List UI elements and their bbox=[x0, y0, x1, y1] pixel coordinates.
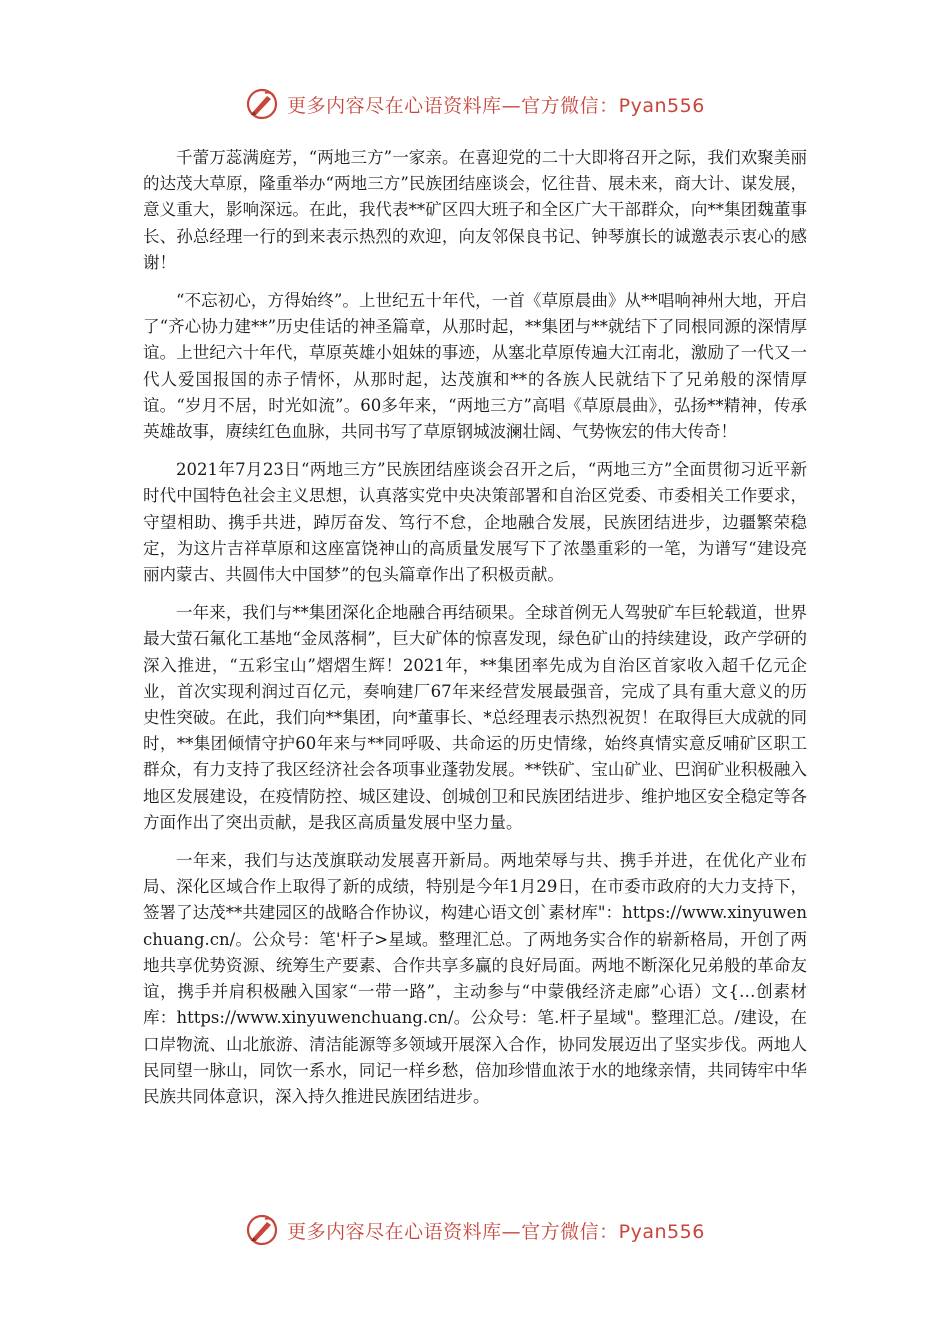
paragraph-1: 千蕾万蕊满庭芳，“两地三方”一家亲。在喜迎党的二十大即将召开之际，我们欢聚美丽的达茂大草原，隆重举办“两地三方”民族团结座谈会，忆往昔、展未来，商大计、谋发展，意义重大，影响深远。在此，我代表**矿区四大班子和全区广大干部群众，向**集团魏董事长、孙总经理一行的到来表示热烈的欢迎，向友邻保良书记、钟琴旗长的诚邀表示衷心的感谢！ bbox=[143, 148, 807, 272]
document-body bbox=[143, 145, 807, 1122]
paragraph-4: 一年来，我们与**集团深化企地融合再结硕果。全球首例无人驾驶矿车巨轮载道，世界最大萤石氟化工基地“金凤落桐”，巨大矿体的惊喜发现，绿色矿山的持续建设，政产学研的深入推进，“五彩宝山”熠熠生辉！2021年，**集团率先成为自治区首家收入超千亿元企业，首次实现利润过百亿元，奏响建厂67年来经营发展最强音，完成了具有重大意义的历史性突破。在此，我们向**集团，向*董事长、*总经理表示热烈祝贺！在取得巨大成就的同时，**集团倾情守护60年来与**同呼吸、共命运的历史情缘，始终真情实意反哺矿区职工群众，有力支持了我区经济社会各项事业蓬勃发展。**铁矿、宝山矿业、巴润矿业积极融入地区发展建设，在疫情防控、城区建设、创城创卫和民族团结进步、维护地区安全稳定等各方面作出了突出贡献，是我区高质量发展中坚力量。 bbox=[143, 603, 807, 832]
footer-banner-text: 更多内容尽在心语资料库—官方微信：Pyan556 bbox=[287, 1220, 705, 1243]
header-watermark-banner bbox=[0, 84, 950, 124]
header-banner-text: 更多内容尽在心语资料库—官方微信：Pyan556 bbox=[287, 94, 705, 117]
pen-logo-icon bbox=[245, 1213, 279, 1247]
footer-watermark-banner bbox=[0, 1210, 950, 1250]
paragraph-5: 一年来，我们与达茂旗联动发展喜开新局。两地荣辱与共、携手并进，在优化产业布局、深化区域合作上取得了新的成绩，特别是今年1月29日，在市委市政府的大力支持下，签署了达茂**共建园区的战略合作协议，构建心语文创`素材库"：https://www.xinyuwenchuang.cn/。公众号：笔'杆子>星域。整理汇总。了两地务实合作的崭新格局，开创了两地共享优势资源、统筹生产要素、合作共享多赢的良好局面。两地不断深化兄弟般的革命友谊，携手并肩积极融入国家“一带一路”，主动参与“中蒙俄经济走廊”心语）文{…创素材库：https://www.xinyuwenchuang.cn/。公众号：笔.杆子星域"。整理汇总。/建设，在口岸物流、山北旅游、清洁能源等多领域开展深入合作，协同发展迈出了坚实步伐。两地人民同望一脉山，同饮一系水，同记一样乡愁，倍加珍惜血浓于水的地缘亲情，共同铸牢中华民族共同体意识，深入持久推进民族团结进步。 bbox=[143, 851, 807, 1106]
paragraph-3: 2021年7月23日“两地三方”民族团结座谈会召开之后，“两地三方”全面贯彻习近平新时代中国特色社会主义思想，认真落实党中央决策部署和自治区党委、市委相关工作要求，守望相助、携手共进，踔厉奋发、笃行不怠，企地融合发展，民族团结进步，边疆繁荣稳定，为这片吉祥草原和这座富饶神山的高质量发展写下了浓墨重彩的一笔，为谱写“建设亮丽内蒙古、共圆伟大中国梦”的包头篇章作出了积极贡献。 bbox=[143, 460, 807, 585]
pen-logo-icon bbox=[245, 87, 279, 121]
paragraph-2: “不忘初心，方得始终”。上世纪五十年代，一首《草原晨曲》从**唱响神州大地，开启了“齐心协力建**”历史佳话的神圣篇章，从那时起，**集团与**就结下了同根同源的深情厚谊。上世纪六十年代，草原英雄小姐妹的事迹，从塞北草原传遍大江南北，激励了一代又一代人爱国报国的赤子情怀，从那时起，达茂旗和**的各族人民就结下了兄弟般的深情厚谊。“岁月不居，时光如流”。60多年来，“两地三方”高唱《草原晨曲》，弘扬**精神，传承英雄故事，赓续红色血脉，共同书写了草原钢城波澜壮阔、气势恢宏的伟大传奇！ bbox=[143, 291, 807, 442]
